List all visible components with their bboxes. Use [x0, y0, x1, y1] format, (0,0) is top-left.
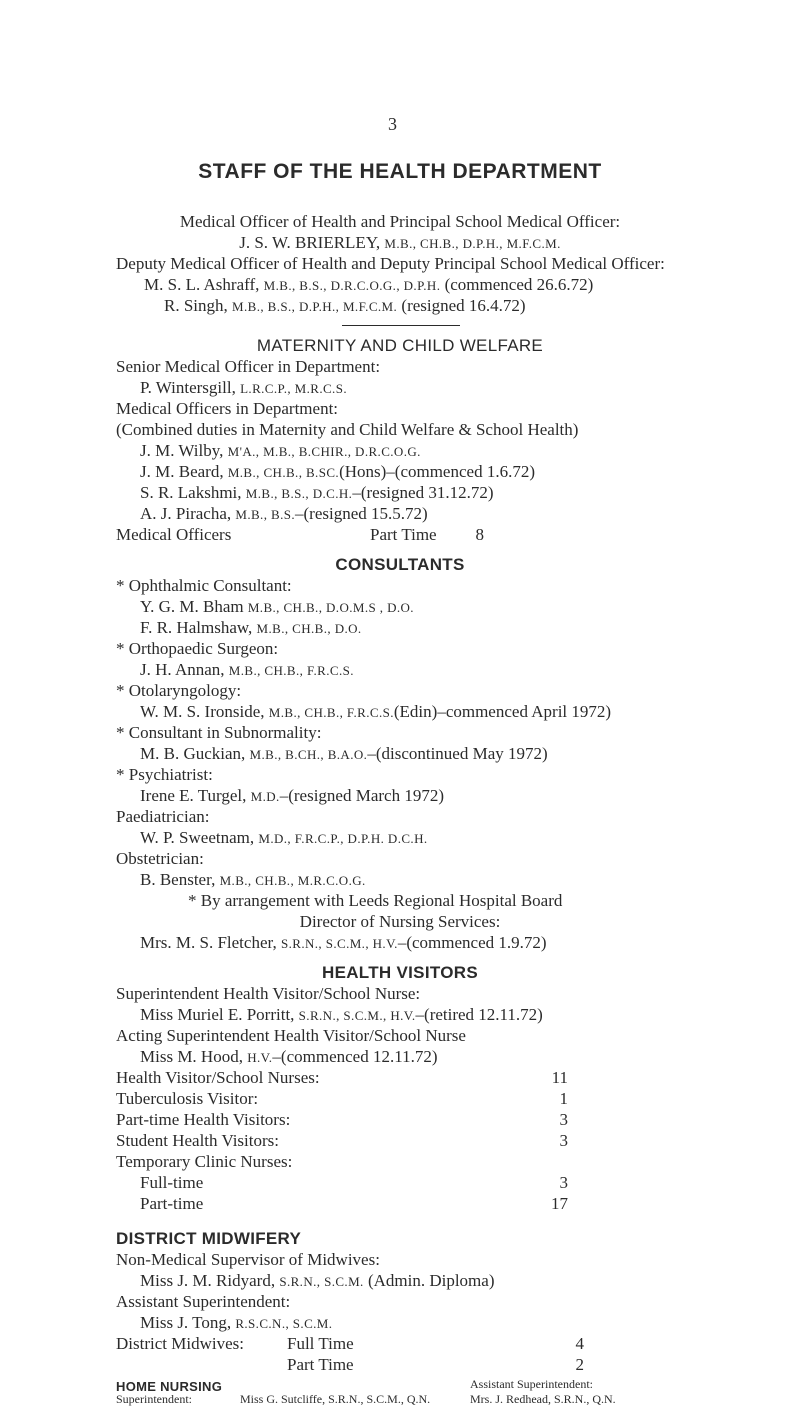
hv-row-count: 3 — [559, 1110, 568, 1129]
hn-heading: HOME NURSING — [116, 1379, 223, 1394]
dm-pt-count: 2 — [575, 1355, 584, 1374]
mcw-combined-note: (Combined duties in Maternity and Child Welfare & School Health) — [116, 420, 579, 439]
moh-name: J. S. W. BRIERLEY, — [239, 233, 381, 252]
dm-heading: DISTRICT MIDWIFERY — [116, 1229, 302, 1248]
oph2-name: F. R. Halmshaw, — [140, 618, 253, 637]
mcw-o4-quals: M.B., B.S. — [235, 507, 296, 522]
mcw-o2-quals: M.B., CH.B., B.SC. — [227, 465, 340, 480]
hn-as-name: Mrs. J. Redhead, — [470, 1392, 551, 1406]
hv-temp-label: Temporary Clinic Nurses: — [116, 1152, 293, 1171]
deputy-label: Deputy Medical Officer of Health and Deputy Principal School Medical Officer: — [116, 254, 665, 273]
dm-ft-count: 4 — [575, 1334, 584, 1353]
dns-label: Director of Nursing Services: — [299, 912, 501, 931]
paed-quals: M.D., F.R.C.P., D.P.H. D.C.H. — [258, 831, 428, 846]
section-divider — [342, 325, 460, 326]
oto-name: W. M. S. Ironside, — [140, 702, 265, 721]
mcw-heading: MATERNITY AND CHILD WELFARE — [256, 336, 544, 355]
deputy-entry-2 — [164, 297, 526, 315]
hv-heading: HEALTH VISITORS — [322, 963, 478, 982]
mcw-o2-name: J. M. Beard, — [140, 462, 224, 481]
deputy-2-note: (resigned 16.4.72) — [401, 296, 526, 315]
psy-name: Irene E. Turgel, — [140, 786, 247, 805]
page-title: STAFF OF THE HEALTH DEPARTMENT — [198, 160, 602, 183]
paed-label: Paediatrician: — [116, 807, 210, 826]
mcw-o4-note: –(resigned 15.5.72) — [295, 504, 428, 523]
psy-entry — [140, 787, 444, 805]
hv-acting-name: Miss M. Hood, — [140, 1047, 243, 1066]
psy-quals: M.D. — [250, 789, 280, 804]
hv-row-count: 11 — [551, 1068, 568, 1087]
dm-as-name: Miss J. Tong, — [140, 1313, 232, 1332]
dm-as-label: Assistant Superintendent: — [116, 1292, 291, 1311]
hn-as-label: Assistant Superintendent: — [470, 1377, 593, 1391]
orth-name: J. H. Annan, — [140, 660, 225, 679]
mcw-pt-label: Medical Officers — [116, 525, 232, 544]
orth-quals: M.B., CH.B., F.R.C.S. — [228, 663, 354, 678]
dm-nm-name: Miss J. M. Ridyard, — [140, 1271, 276, 1290]
hv-pt-label: Part-time — [140, 1194, 204, 1213]
hn-as-entry — [470, 1393, 616, 1405]
deputy-1-note: (commenced 26.6.72) — [444, 275, 594, 294]
dns-note: –(commenced 1.9.72) — [397, 933, 547, 952]
paed-name: W. P. Sweetnam, — [140, 828, 255, 847]
mcw-senior-label: Senior Medical Officer in Department: — [116, 357, 381, 376]
hv-sup-name: Miss Muriel E. Porritt, — [140, 1005, 295, 1024]
hv-pt-count: 17 — [551, 1194, 568, 1213]
mcw-o1-name: J. M. Wilby, — [140, 441, 224, 460]
sub-note: –(discontinued May 1972) — [367, 744, 548, 763]
hv-sup-entry — [140, 1006, 543, 1024]
hn-sup-label: Superintendent: — [116, 1392, 192, 1406]
mcw-senior-quals: L.R.C.P., M.R.C.S. — [240, 381, 347, 396]
hv-acting-quals: H.V. — [247, 1050, 273, 1065]
dm-nm-label: Non-Medical Supervisor of Midwives: — [116, 1250, 380, 1269]
hv-row-label: Health Visitor/School Nurses: — [116, 1068, 320, 1087]
sub-entry — [140, 745, 548, 763]
mcw-senior-entry — [140, 379, 347, 397]
deputy-2-name: R. Singh, — [164, 296, 228, 315]
sub-label: * Consultant in Subnormality: — [116, 723, 322, 742]
obs-entry — [140, 871, 366, 889]
oto-quals: M.B., CH.B., F.R.C.S. — [268, 705, 394, 720]
psy-note: –(resigned March 1972) — [279, 786, 444, 805]
oph-entry-1 — [140, 598, 414, 616]
hv-acting-label: Acting Superintendent Health Visitor/School Nurse — [116, 1026, 466, 1045]
oto-note: (Edin)–commenced April 1972) — [393, 702, 612, 721]
hn-sup-entry — [240, 1393, 430, 1405]
mcw-officer-1 — [140, 442, 421, 460]
dm-dmw-label: District Midwives: — [116, 1334, 244, 1353]
hv-acting-entry — [140, 1048, 438, 1066]
mcw-officer-3 — [140, 484, 494, 502]
mcw-pt-mid: Part Time — [370, 525, 437, 544]
oph2-quals: M.B., CH.B., D.O. — [256, 621, 362, 636]
oto-label: * Otolaryngology: — [116, 681, 242, 700]
arrangement-note: * By arrangement with Leeds Regional Hospital Board — [188, 891, 563, 910]
hv-row-label: Tuberculosis Visitor: — [116, 1089, 259, 1108]
hv-sup-note: –(retired 12.11.72) — [415, 1005, 543, 1024]
orth-label: * Orthopaedic Surgeon: — [116, 639, 279, 658]
dm-as-quals: R.S.C.N., S.C.M. — [235, 1316, 333, 1331]
paed-entry — [140, 829, 428, 847]
oph1-quals: M.B., CH.B., D.O.M.S , D.O. — [247, 600, 414, 615]
moh-label: Medical Officer of Health and Principal School Medical Officer: — [179, 212, 621, 231]
deputy-entry-1 — [144, 276, 593, 294]
sub-quals: M.B., B.CH., B.A.O. — [249, 747, 368, 762]
hn-as-quals: S.R.N., Q.N. — [554, 1392, 616, 1406]
dns-entry — [140, 934, 547, 952]
obs-quals: M.B., CH.B., M.R.C.O.G. — [219, 873, 366, 888]
hv-ft-label: Full-time — [140, 1173, 204, 1192]
hv-ft-count: 3 — [559, 1173, 568, 1192]
hv-row-label: Student Health Visitors: — [116, 1131, 279, 1150]
dns-quals: S.R.N., S.C.M., H.V. — [280, 936, 398, 951]
oph-entry-2 — [140, 619, 362, 637]
dm-as-entry — [140, 1314, 332, 1332]
mcw-o4-name: A. J. Piracha, — [140, 504, 232, 523]
dm-pt-label: Part Time — [287, 1355, 354, 1374]
obs-label: Obstetrician: — [116, 849, 204, 868]
hv-row-label: Part-time Health Visitors: — [116, 1110, 291, 1129]
hn-sup-quals: S.R.N., S.C.M., Q.N. — [328, 1392, 431, 1406]
oph-label: * Ophthalmic Consultant: — [116, 576, 292, 595]
hv-row-count: 3 — [559, 1131, 568, 1150]
hn-sup-name: Miss G. Sutcliffe, — [240, 1392, 326, 1406]
moh-quals: M.B., CH.B., D.P.H., M.F.C.M. — [384, 236, 561, 251]
mcw-officer-2 — [140, 463, 535, 481]
mcw-o3-quals: M.B., B.S., D.C.H. — [245, 486, 353, 501]
dm-nm-note: (Admin. Diploma) — [367, 1271, 495, 1290]
dns-name: Mrs. M. S. Fletcher, — [140, 933, 277, 952]
hv-sup-quals: S.R.N., S.C.M., H.V. — [298, 1008, 416, 1023]
hv-sup-label: Superintendent Health Visitor/School Nurse: — [116, 984, 421, 1003]
hv-row-count: 1 — [559, 1089, 568, 1108]
mcw-o3-note: –(resigned 31.12.72) — [352, 483, 494, 502]
page-number: 3 — [388, 114, 397, 134]
oto-entry — [140, 703, 611, 721]
mcw-o1-quals: M'A., M.B., B.CHIR., D.R.C.O.G. — [227, 444, 421, 459]
consultants-heading: CONSULTANTS — [335, 555, 465, 574]
mcw-senior-name: P. Wintersgill, — [140, 378, 236, 397]
moh-entry — [0, 234, 800, 252]
sub-name: M. B. Guckian, — [140, 744, 246, 763]
dm-nm-quals: S.R.N., S.C.M. — [279, 1274, 364, 1289]
psy-label: * Psychiatrist: — [116, 765, 213, 784]
dm-nm-entry — [140, 1272, 494, 1290]
mcw-o3-name: S. R. Lakshmi, — [140, 483, 242, 502]
mcw-o2-note: (Hons)–(commenced 1.6.72) — [339, 462, 535, 481]
deputy-1-quals: M.B., B.S., D.R.C.O.G., D.P.H. — [263, 278, 441, 293]
orth-entry — [140, 661, 354, 679]
mcw-officer-4 — [140, 505, 428, 523]
mcw-pt-count: 8 — [475, 525, 484, 544]
deputy-1-name: M. S. L. Ashraff, — [144, 275, 260, 294]
hv-acting-note: –(commenced 12.11.72) — [272, 1047, 438, 1066]
mcw-mo-label: Medical Officers in Department: — [116, 399, 339, 418]
dm-ft-label: Full Time — [287, 1334, 354, 1353]
obs-name: B. Benster, — [140, 870, 216, 889]
deputy-2-quals: M.B., B.S., D.P.H., M.F.C.M. — [232, 299, 398, 314]
oph1-name: Y. G. M. Bham — [140, 597, 244, 616]
